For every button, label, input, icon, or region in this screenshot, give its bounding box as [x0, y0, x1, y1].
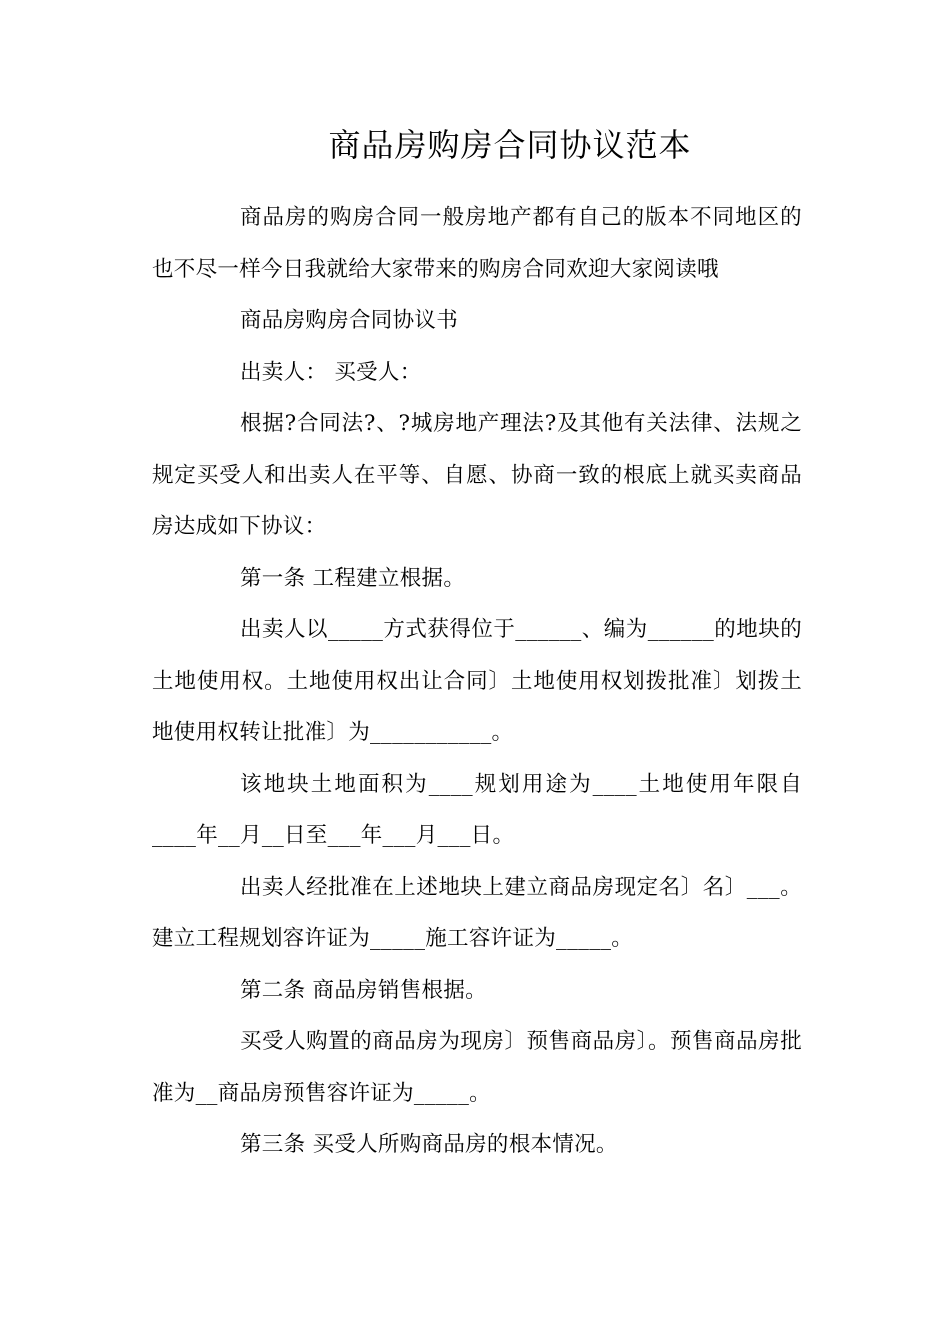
- document-title: 商品房购房合同协议范本: [328, 126, 692, 164]
- land-use-paragraph: 出卖人以_____方式获得位于______、编为______的地块的土地使用权。土地使用权出让合同〕土地使用权划拨批准〕划拨土地使用权转让批准〕为___________。: [152, 617, 802, 745]
- document-body: [152, 192, 802, 1171]
- contract-heading: 商品房购房合同协议书: [240, 308, 459, 333]
- permit-paragraph: 出卖人经批准在上述地块上建立商品房现定名〕名〕___。建立工程规划容许证为_____施工容许证为_____。: [152, 874, 802, 951]
- article-1-heading: 第一条 工程建立根据。: [240, 565, 466, 591]
- intro-paragraph: 商品房的购房合同一般房地产都有自己的版本不同地区的也不尽一样今日我就给大家带来的购房合同欢迎大家阅读哦: [152, 205, 802, 282]
- land-area-paragraph: 该地块土地面积为____规划用途为____土地使用年限自____年__月__日至___年___月___日。: [152, 771, 802, 848]
- presale-paragraph: 买受人购置的商品房为现房〕预售商品房〕。预售商品房批准为__商品房预售容许证为_____。: [152, 1029, 802, 1106]
- parties-line: 出卖人： 买受人：: [240, 359, 422, 385]
- article-2-heading: 第二条 商品房销售根据。: [240, 977, 487, 1003]
- article-3-heading: 第三条 买受人所购商品房的根本情况。: [240, 1132, 618, 1157]
- legal-basis-paragraph: 根据?合同法?、?城房地产理法?及其他有关法律、法规之规定买受人和出卖人在平等、自愿、协商一致的根底上就买卖商品房达成如下协议：: [152, 411, 802, 539]
